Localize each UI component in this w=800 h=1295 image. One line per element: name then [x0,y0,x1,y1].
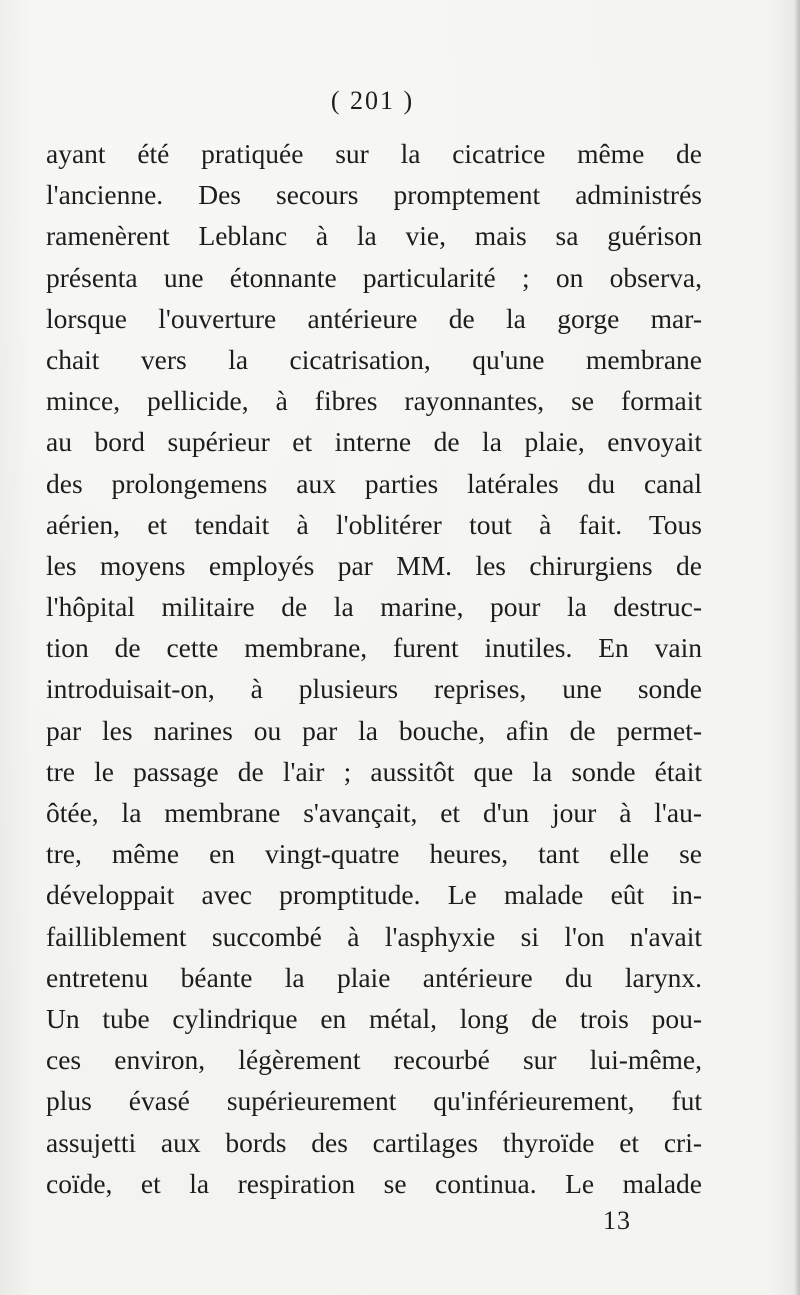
text-line: ayant été pratiquée sur la cicatrice même de [46,138,702,169]
page-edge-shadow [794,0,800,1295]
text-line: tre, même en vingt-quatre heures, tant elle se [46,838,702,870]
text-line: assujetti aux bords des cartilages thyroïde et cri- [46,1126,702,1158]
text-line: développait avec promptitude. Le malade eût in- [46,879,702,911]
text-line: l'ancienne. Des secours promptement administrés [46,179,702,211]
text-line: tre le passage de l'air ; aussitôt que la sonde était [46,755,702,787]
text-line: ces environ, légèrement recourbé sur lui-même, [46,1044,702,1076]
text-line: aérien, et tendait à l'oblitérer tout à fait. Tous [46,508,702,540]
text-line: l'hôpital militaire de la marine, pour la destruc- [46,591,702,623]
text-line: plus évasé supérieurement qu'inférieurement, fut [46,1085,702,1117]
page-number: ( 201 ) [330,86,415,115]
text-line: ôtée, la membrane s'avançait, et d'un jour à l'au- [46,797,702,828]
text-line: tion de cette membrane, furent inutiles. En vain [46,632,702,664]
text-line: chait vers la cicatrisation, qu'une membrane [46,343,702,375]
text-line: au bord supérieur et interne de la plaie, envoyait [46,426,702,458]
text-line: les moyens employés par MM. les chirurgiens de [46,549,702,581]
text-line: coïde, et la respiration se continua. Le malade [46,1167,702,1199]
text-line: entretenu béante la plaie antérieure du larynx. [46,961,702,993]
text-line: failliblement succombé à l'asphyxie si l'on n'avait [46,920,702,952]
text-line: ramenèrent Leblanc à la vie, mais sa guérison [46,220,702,252]
text-line: introduisait-on, à plusieurs reprises, une sonde [46,673,702,705]
body-text [46,133,702,1204]
text-line: par les narines ou par la bouche, afin de permet- [46,714,702,746]
text-line: mince, pellicide, à fibres rayonnantes, se formait [46,385,702,417]
text-line: Un tube cylindrique en métal, long de trois pou- [46,1002,702,1034]
text-line: lorsque l'ouverture antérieure de la gorge mar- [46,302,702,334]
signature-mark: 13 [603,1206,631,1235]
text-line: des prolongemens aux parties latérales du canal [46,467,702,499]
text-line: présenta une étonnante particularité ; on observa, [46,261,702,293]
